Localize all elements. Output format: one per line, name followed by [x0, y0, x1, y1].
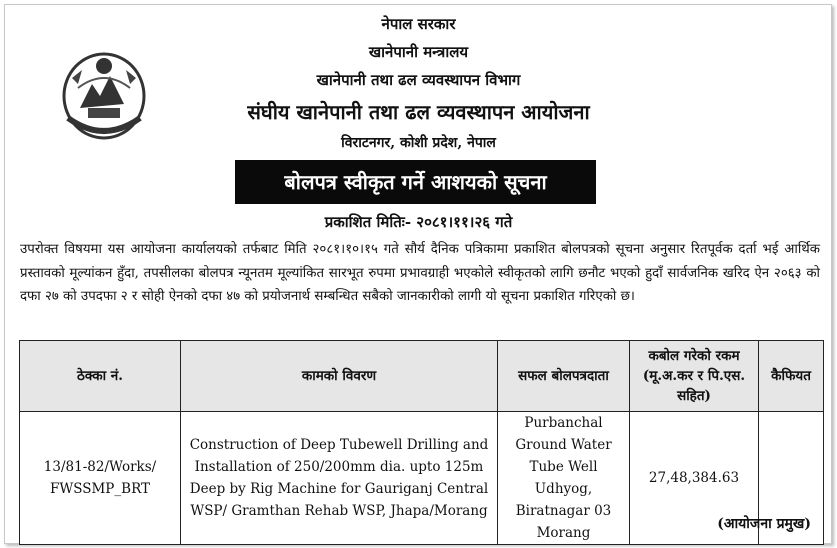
notice-title-banner: बोलपत्र स्वीकृत गर्ने आशयको सूचना: [235, 160, 596, 204]
table-row: [20, 412, 824, 545]
nepal-government-emblem: [58, 48, 150, 142]
published-date: प्रकाशित मितिः- २०८१।११।२६ गते: [324, 213, 513, 231]
notice-body-text: उपरोक्त विषयमा यस आयोजना कार्यालयको तर्फबाट मिति २०८१।१०।१५ गते सौर्य दैनिक पत्रिकामा प्रकाशित बोलपत्रको सूचना अनुसार रितपूर्वक दर्ता भई आर्थिक प्रस्तावको मूल्यांकन हुँदा, तपसीलका बोलपत्र न्यूनतम मूल्यांकित सारभूत रुपमा प्रभावग्राही भएकोले स्वीकृतको लागि छनौट भएको हुदाँ सार्वजनिक खरिद ऐन २०६३ को दफा २७ को उपदफा २ र सोही ऐनको दफा ४७ को प्रयोजनार्थ सम्बन्धित सबैको जानकारीको लागी यो सूचना प्रकाशित गरिएको छ।: [20, 242, 820, 304]
award-table: [19, 340, 824, 545]
header-line-department: खानेपानी तथा ढल व्यवस्थापन विभाग: [316, 71, 521, 89]
col-header-remarks: कैफियत: [759, 341, 824, 412]
col-header-contract-no: ठेक्का नं.: [20, 341, 181, 412]
table-header-row: [20, 341, 824, 412]
header-line-project: संघीय खानेपानी तथा ढल व्यवस्थापन आयोजना: [247, 100, 590, 124]
cell-amount: 27,48,384.63: [630, 412, 759, 545]
cell-bidder: Purbanchal Ground Water Tube Well Udhyog, Biratnagar 03 Morang: [498, 412, 630, 545]
header-line-government: नेपाल सरकार: [381, 15, 456, 33]
cell-contract-no: 13/81-82/Works/ FWSSMP_BRT: [20, 412, 181, 545]
signature-line: (आयोजना प्रमुख): [717, 516, 811, 532]
header-line-ministry: खानेपानी मन्त्रालय: [368, 43, 469, 61]
cell-description: Construction of Deep Tubewell Drilling and Installation of 250/200mm dia. upto 125m Deep by Rig Machine for Gauriganj Central WSP/ Gramthan Rehab WSP, Jhapa/Morang: [181, 412, 498, 545]
col-header-amount: कबोल गरेको रकम (मू.अ.कर र पि.एस. सहित): [630, 341, 759, 412]
col-header-bidder: सफल बोलपत्रदाता: [498, 341, 630, 412]
col-header-description: कामको विवरण: [181, 341, 498, 412]
header-line-address: विराटनगर, कोशी प्रदेश, नेपाल: [341, 135, 496, 151]
